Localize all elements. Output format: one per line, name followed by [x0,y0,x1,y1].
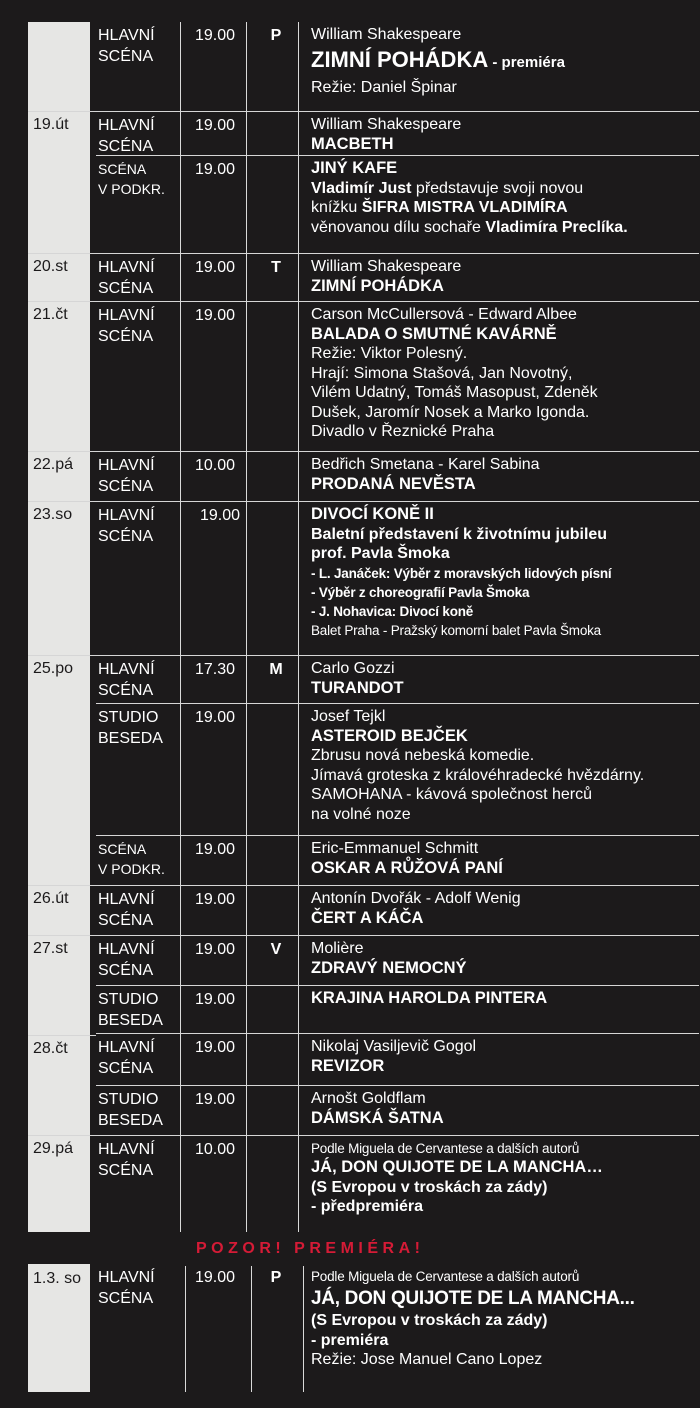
programme-line: Režie: Daniel Špinar [311,78,457,96]
programme-line: JÁ, DON QUIJOTE DE LA MANCHA… [311,1158,603,1176]
row-divider [96,111,699,112]
stage-name [98,889,188,931]
column-divider [246,22,247,1232]
event-date: 20.st [33,258,68,275]
column-divider [298,22,299,1232]
programme-line: (S Evropou v troskách za zády) [311,1178,548,1196]
programme-line: (S Evropou v troskách za zády) [311,1312,548,1329]
event-time: 19.00 [195,307,236,324]
event-time: 19.00 [195,891,236,908]
programme-line: OSKAR A RŮŽOVÁ PANÍ [311,858,503,877]
stage-line: SCÉNA [98,1162,154,1179]
stage-line: STUDIO [98,1091,159,1108]
programme-line: Carlo Gozzi [311,660,395,677]
event-date: 26.út [33,890,69,907]
stage-line: HLAVNÍ [98,1269,155,1286]
premiere-tag: - premiéra [488,53,565,71]
programme-line: prof. Pavla Šmoka [311,545,450,562]
programme-text [311,1267,699,1370]
row-divider [96,935,699,936]
programme-line: BALADA O SMUTNÉ KAVÁRNĚ [311,324,557,343]
programme-line: Podle Miguela de Cervantese a dalších autorů [311,1269,580,1284]
row-divider [96,1033,699,1034]
programme-text [311,889,699,928]
event-time: 19.00 [195,1039,236,1056]
event-date: 21.čt [33,306,68,323]
programme-line: Baletní představení k životnímu jubileu [311,525,608,543]
date-divider [28,1035,96,1036]
row-divider [96,155,699,156]
event-time: 19.00 [195,259,236,276]
bold-name: Vladimíra Preclíka. [485,218,628,236]
stage-line: SCÉNA [98,478,154,495]
stage-line: SCÉNA [98,161,147,177]
stage-line: SCÉNA [98,682,154,699]
event-date: 23.so [33,506,73,523]
stage-name [98,989,188,1031]
row-divider [96,885,699,886]
programme-text [311,839,699,878]
stage-line: HLAVNÍ [98,1039,155,1056]
programme-line: - J. Nohavica: Divocí koně [311,603,474,619]
programme-line: JINÝ KAFE [311,159,398,177]
row-divider [96,253,699,254]
programme-line: DÁMSKÁ ŠATNA [311,1108,444,1127]
event-time: 19.00 [195,841,236,858]
date-divider [28,935,96,936]
line-text: knížku [311,199,362,216]
stage-line: V PODKR. [98,181,165,197]
programme-line: Arnošt Goldflam [311,1090,426,1107]
stage-line: BESEDA [98,1012,163,1029]
row-divider [96,1135,699,1136]
programme-line: ČERT A KÁČA [311,908,424,927]
programme-text [311,707,699,824]
date-cell [28,886,90,936]
stage-name [98,659,188,701]
programme-line: Režie: Viktor Polesný. [311,345,468,362]
programme-line: William Shakespeare [311,26,462,43]
date-cell [28,254,90,302]
stage-line: SCÉNA [98,962,154,979]
event-time: 19.00 [195,709,236,726]
programme-line: Jímavá groteska z královéhradecké hvězdárny. [311,766,645,784]
column-divider [251,1266,252,1392]
premiere-banner: POZOR! PREMIÉRA! [196,1240,425,1257]
programme-text [311,989,699,1009]
subscription-code: P [270,27,282,44]
stage-name [98,115,188,157]
event-time: 19.00 [195,27,236,44]
stage-line: BESEDA [98,730,163,747]
subscription-code: T [271,259,281,276]
programme-text [311,25,699,97]
event-date: 27.st [33,940,68,957]
stage-name [98,505,188,547]
event-time: 19.00 [200,507,241,524]
column-divider [303,1266,304,1392]
programme-text [311,505,699,640]
programme-text [311,1037,699,1076]
event-time: 19.00 [195,117,236,134]
programme-text [311,659,699,698]
programme-line: KRAJINA HAROLDA PINTERA [311,989,548,1007]
stage-line: SCÉNA [98,138,154,155]
date-cell [28,936,90,1036]
date-divider [28,451,96,452]
programme-line: Divadlo v Řeznické Praha [311,423,495,440]
stage-line: HLAVNÍ [98,1141,155,1158]
date-divider [28,501,96,502]
row-divider [96,301,699,302]
stage-name [98,455,188,497]
row-divider [96,1085,699,1086]
programme-text [311,1089,699,1128]
subscription-code: M [269,661,283,678]
row-divider [96,451,699,452]
programme-line: Bedřich Smetana - Karel Sabina [311,456,540,473]
programme-line: Vilém Udatný, Tomáš Masopust, Zdeněk [311,384,598,401]
event-time: 19.00 [195,941,236,958]
event-date: 25.po [33,660,74,677]
row-divider [96,985,699,986]
stage-name [98,939,188,981]
programme-line [311,45,699,78]
event-date: 1.3. so [33,1270,82,1287]
programme-text [311,1139,699,1217]
programme-line: Balet Praha - Pražský komorní balet Pavla Šmoka [311,622,601,638]
subscription-code: V [270,941,282,958]
programme-line: Režie: Jose Manuel Cano Lopez [311,1351,543,1368]
event-time: 10.00 [195,1141,236,1158]
stage-name [98,25,188,67]
stage-line: SCÉNA [98,1290,154,1307]
stage-line: SCÉNA [98,912,154,929]
stage-line: HLAVNÍ [98,661,155,678]
line-text: věnovanou dílu sochaře [311,218,486,236]
subscription-code: P [270,1269,282,1286]
stage-line: HLAVNÍ [98,117,155,134]
date-divider [28,1135,96,1136]
event-time: 10.00 [195,457,236,474]
column-divider [185,1266,186,1392]
stage-line: HLAVNÍ [98,891,155,908]
stage-line: STUDIO [98,709,159,726]
programme-line: Antonín Dvořák - Adolf Wenig [311,890,521,907]
row-divider [96,655,699,656]
date-divider [28,253,96,254]
programme-line: JÁ, DON QUIJOTE DE LA MANCHA... [311,1288,635,1309]
programme-line: - L. Janáček: Výběr z moravských lidových písní [311,565,612,581]
stage-line: BESEDA [98,1112,163,1129]
programme-text [311,257,699,296]
date-cell [28,1136,90,1232]
stage-line: HLAVNÍ [98,457,155,474]
date-divider [28,655,96,656]
date-cell [28,502,90,656]
stage-line: HLAVNÍ [98,259,155,276]
programme-line: - Výběr z choreografií Pavla Šmoka [311,584,530,600]
date-cell [28,22,90,112]
stage-name [98,839,188,879]
programme-line: Hrají: Simona Stašová, Jan Novotný, [311,364,573,382]
stage-line: HLAVNÍ [98,27,155,44]
event-time: 19.00 [195,161,236,178]
bold-name: Vladimír Just [311,179,412,197]
column-divider [180,22,181,1232]
stage-line: SCÉNA [98,528,154,545]
stage-name [98,257,188,299]
stage-name [98,1037,188,1079]
stage-name [98,1267,188,1309]
programme-line: ZIMNÍ POHÁDKA [311,276,444,295]
row-divider [96,835,699,836]
stage-name [98,159,188,199]
programme-line: Carson McCullersová - Edward Albee [311,306,577,323]
programme-text [311,939,699,978]
date-divider [28,885,96,886]
programme-line: - premiéra [311,1331,389,1349]
programme-line: REVIZOR [311,1056,385,1075]
programme-line: DIVOCÍ KONĚ II [311,505,434,523]
stage-line: HLAVNÍ [98,507,155,524]
programme-line: Josef Tejkl [311,708,386,725]
programme-text [311,115,699,154]
event-date: 28.čt [33,1040,68,1057]
programme-line: na volné noze [311,805,411,823]
event-time: 19.00 [195,991,236,1008]
date-divider [28,301,96,302]
stage-line: STUDIO [98,991,159,1008]
line-text: představuje svoji novou [411,179,584,197]
stage-name [98,305,188,347]
date-cell [28,302,90,452]
programme-line: Dušek, Jaromír Nosek a Marko Igonda. [311,403,590,421]
programme-line: Zbrusu nová nebeská komedie. [311,747,535,764]
programme-line: TURANDOT [311,678,404,697]
programme-line: SAMOHANA - kávová společnost herců [311,786,593,803]
programme-line [311,198,699,218]
bold-name: ŠIFRA MISTRA VLADIMÍRA [361,199,568,216]
stage-line: HLAVNÍ [98,307,155,324]
event-time: 19.00 [195,1269,236,1286]
row-divider [96,501,699,502]
programme-line: William Shakespeare [311,258,462,275]
programme-text [311,305,699,442]
date-cell [28,452,90,502]
programme-line: William Shakespeare [311,116,462,133]
stage-line: SCÉNA [98,1060,154,1077]
date-cell [28,112,90,254]
stage-line: V PODKR. [98,861,165,877]
programme-line: MACBETH [311,134,394,153]
programme-line: ZDRAVÝ NEMOCNÝ [311,958,467,977]
date-cell [28,1264,90,1392]
stage-name [98,707,188,749]
date-divider [28,111,96,112]
programme-text [311,455,699,494]
event-date: 19.út [33,116,69,133]
event-time: 17.30 [195,661,236,678]
programme-line: Eric-Emmanuel Schmitt [311,840,479,857]
date-cell [28,1036,90,1136]
stage-line: SCÉNA [98,48,154,65]
event-date: 29.pá [33,1140,74,1157]
programme-line [311,179,699,199]
event-time: 19.00 [195,1091,236,1108]
show-title: ZIMNÍ POHÁDKA [311,46,489,72]
programme-line: Nikolaj Vasiljevič Gogol [311,1038,477,1055]
programme-line: ASTEROID BEJČEK [311,726,468,745]
programme-text [311,159,699,237]
stage-line: SCÉNA [98,841,147,857]
date-cell [28,656,90,886]
stage-line: SCÉNA [98,280,154,297]
programme-line: Molière [311,940,364,957]
programme-line: Podle Miguela de Cervantese a dalších autorů [311,1141,580,1156]
programme-line [311,218,699,238]
stage-name [98,1139,188,1181]
stage-name [98,1089,188,1131]
programme-line: PRODANÁ NEVĚSTA [311,474,476,493]
row-divider [96,703,699,704]
event-date: 22.pá [33,456,74,473]
stage-line: HLAVNÍ [98,941,155,958]
programme-line: - předpremiéra [311,1198,424,1215]
stage-line: SCÉNA [98,328,154,345]
